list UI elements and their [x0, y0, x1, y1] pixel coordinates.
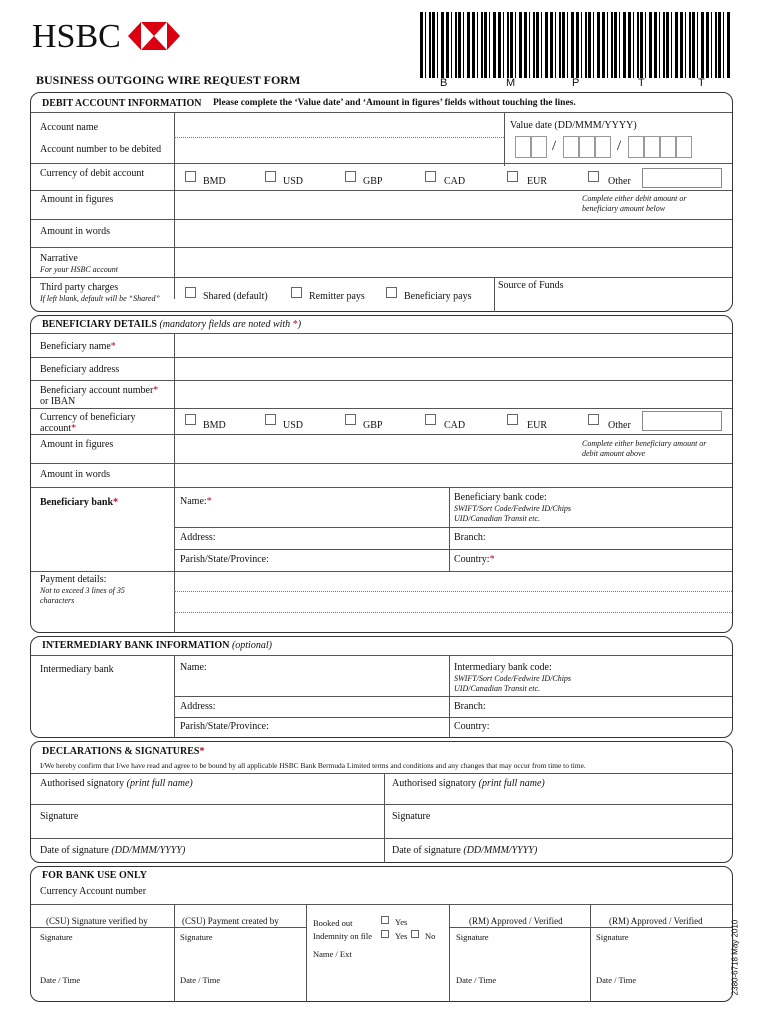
- beneficiary-account-label: [40, 385, 158, 407]
- hsbc-hexagon-logo-icon: [128, 22, 180, 50]
- debit-currency-usd-checkbox[interactable]: [265, 171, 276, 182]
- debit-amount-note: Complete either debit amount or beneficiary amount below: [582, 194, 687, 213]
- beneficiary-section-title: [42, 319, 301, 330]
- debit-currency-cad-checkbox[interactable]: [425, 171, 436, 182]
- beneficiary-bank-code-label: Beneficiary bank code:: [454, 492, 547, 503]
- currency-account-number-label: Currency Account number: [40, 886, 147, 897]
- charges-remitter-checkbox[interactable]: [291, 287, 302, 298]
- beneficiary-bank-country-label: [454, 554, 495, 565]
- declarations-title: [42, 746, 204, 757]
- charges-shared-checkbox[interactable]: [185, 287, 196, 298]
- beneficiary-currency-other-checkbox[interactable]: [588, 414, 599, 425]
- required-star: *: [199, 746, 205, 757]
- debit-amount-figures-label: Amount in figures: [40, 194, 114, 205]
- payment-details-note: Not to exceed 3 lines of 35 characters: [40, 586, 125, 605]
- value-date-label: [510, 120, 637, 131]
- booked-out-label: Booked out: [313, 918, 353, 928]
- barcode-letter: M: [506, 77, 516, 89]
- beneficiary-currency-usd-checkbox[interactable]: [265, 414, 276, 425]
- source-of-funds-label: Source of Funds: [498, 280, 564, 291]
- intermediary-section-title: [42, 640, 272, 651]
- third-party-label: Third party charges: [40, 282, 119, 293]
- csu-signature-label: Signature: [180, 932, 213, 942]
- debit-currency-option: Other: [608, 176, 631, 187]
- date-time-label: Date / Time: [180, 975, 221, 985]
- beneficiary-title-note-end: ): [297, 319, 302, 330]
- beneficiary-currency-text: Currency of beneficiary: [40, 412, 136, 423]
- csu-verified-label: (CSU) Signature verified by: [46, 916, 148, 926]
- date-text: Date of signature: [40, 845, 109, 856]
- rm-signature-label: Signature: [596, 932, 629, 942]
- csu-signature-label: Signature: [40, 932, 73, 942]
- payment-details-label: Payment details:: [40, 574, 107, 585]
- value-date-day-box[interactable]: [531, 136, 547, 158]
- csu-created-label: (CSU) Payment created by: [182, 916, 279, 926]
- date-note: (DD/MMM/YYYY): [111, 845, 186, 856]
- indemnity-no-checkbox[interactable]: [411, 930, 419, 938]
- intermediary-name-label: Name:: [180, 662, 207, 673]
- rm-signature-label: Signature: [456, 932, 489, 942]
- barcode-letter: B: [440, 77, 448, 89]
- signature-left-label: Signature: [40, 811, 79, 822]
- beneficiary-bank-label: [40, 497, 118, 508]
- barcode-letters: [440, 77, 730, 89]
- debit-currency-option: GBP: [363, 176, 383, 187]
- debit-currency-option: USD: [283, 176, 304, 187]
- beneficiary-bank-branch-label: Branch:: [454, 532, 486, 543]
- intermediary-title-text: INTERMEDIARY BANK INFORMATION: [42, 640, 230, 651]
- intermediary-code-note: SWIFT/Sort Code/Fedwire ID/Chips UID/Canadian Transit etc.: [454, 674, 572, 693]
- indemnity-no-label: No: [425, 931, 436, 941]
- beneficiary-name-text: Beneficiary name: [40, 341, 111, 352]
- bank-use-title: FOR BANK USE ONLY: [42, 870, 147, 881]
- form-code: 2380-6718 May 2010: [730, 919, 740, 996]
- booked-out-yes-checkbox[interactable]: [381, 916, 389, 924]
- auth-note: (print full name): [478, 778, 545, 789]
- debit-instruction: Please complete the ‘Value date’ and ‘Amount in figures’ fields without touching the lines.: [213, 98, 576, 108]
- value-date-month-box[interactable]: [595, 136, 611, 158]
- value-date-text: Value date (DD/MMM/YYYY): [510, 120, 637, 131]
- barcode-letter: T: [698, 77, 705, 89]
- required-star: *: [206, 496, 212, 507]
- beneficiary-currency-eur-checkbox[interactable]: [507, 414, 518, 425]
- value-date-day-box[interactable]: [515, 136, 531, 158]
- beneficiary-currency-option: EUR: [527, 420, 547, 431]
- account-number-label: Account number to be debited: [40, 144, 162, 155]
- date-text: Date of signature: [392, 845, 461, 856]
- value-date-year-box[interactable]: [644, 136, 660, 158]
- account-name-label: Account name: [40, 122, 99, 133]
- narrative-sublabel: For your HSBC account: [40, 265, 118, 274]
- beneficiary-currency-cad-checkbox[interactable]: [425, 414, 436, 425]
- beneficiary-currency-option: Other: [608, 420, 631, 431]
- value-date-year-box[interactable]: [676, 136, 692, 158]
- required-star: *: [110, 341, 116, 352]
- indemnity-label: Indemnity on file: [313, 931, 373, 941]
- beneficiary-name-label: [40, 341, 116, 352]
- beneficiary-address-label: Beneficiary address: [40, 364, 120, 375]
- debit-amount-words-label: Amount in words: [40, 226, 110, 237]
- name-ext-label: Name / Ext: [313, 949, 352, 959]
- debit-section-title: DEBIT ACCOUNT INFORMATION: [42, 98, 202, 109]
- third-party-sublabel: If left blank, default will be “Shared”: [40, 294, 160, 303]
- booked-out-yes-label: Yes: [395, 917, 408, 927]
- date-time-label: Date / Time: [456, 975, 497, 985]
- beneficiary-bank-code-note: SWIFT/Sort Code/Fedwire ID/Chips UID/Canadian Transit etc.: [454, 504, 572, 523]
- debit-currency-option: EUR: [527, 176, 547, 187]
- beneficiary-currency-option: BMD: [203, 420, 226, 431]
- beneficiary-amount-figures-label: Amount in figures: [40, 439, 114, 450]
- intermediary-section: [30, 636, 733, 738]
- beneficiary-bank-parish-label: Parish/State/Province:: [180, 554, 269, 565]
- value-date-year-box[interactable]: [660, 136, 676, 158]
- beneficiary-currency-other-input[interactable]: [642, 411, 722, 431]
- barcode-letter: P: [572, 77, 580, 89]
- value-date-year-box[interactable]: [628, 136, 644, 158]
- narrative-label: Narrative: [40, 253, 78, 264]
- debit-currency-bmd-checkbox[interactable]: [185, 171, 196, 182]
- rm-approved-label: (RM) Approved / Verified: [469, 916, 563, 926]
- debit-currency-option: BMD: [203, 176, 226, 187]
- date-time-label: Date / Time: [596, 975, 637, 985]
- date-signature-left-label: [40, 845, 185, 856]
- required-star: *: [489, 554, 495, 565]
- debit-currency-option: CAD: [444, 176, 466, 187]
- auth-text: Authorised signatory: [40, 778, 125, 789]
- required-star: *: [71, 423, 77, 434]
- beneficiary-bank-name-label: [180, 496, 212, 507]
- indemnity-yes-checkbox[interactable]: [381, 930, 389, 938]
- auth-note: (print full name): [126, 778, 193, 789]
- declarations-title-text: DECLARATIONS & SIGNATURES: [42, 746, 200, 757]
- date-note: (DD/MMM/YYYY): [463, 845, 538, 856]
- beneficiary-amount-words-label: Amount in words: [40, 469, 110, 480]
- intermediary-parish-label: Parish/State/Province:: [180, 721, 269, 732]
- value-date-month-box[interactable]: [579, 136, 595, 158]
- signature-right-label: Signature: [392, 811, 431, 822]
- debit-currency-other-checkbox[interactable]: [588, 171, 599, 182]
- debit-currency-label: Currency of debit account: [40, 168, 145, 179]
- beneficiary-account-text: Beneficiary account number: [40, 385, 154, 396]
- declarations-text: I/We hereby confirm that I/we have read and agree to be bound by all applicable HSBC Bank Bermuda Limited terms and conditions and any changes that may occur from time to time.: [40, 761, 586, 770]
- indemnity-yes-label: Yes: [395, 931, 408, 941]
- hsbc-logo-text: HSBC: [32, 18, 121, 55]
- beneficiary-title-text: BENEFICIARY DETAILS: [42, 319, 157, 330]
- beneficiary-amount-note: Complete either beneficiary amount or debit amount above: [582, 439, 707, 458]
- rm-approved-label: (RM) Approved / Verified: [609, 916, 703, 926]
- date-separator: /: [617, 138, 622, 154]
- bank-name-text: Name:: [180, 496, 207, 507]
- required-star: *: [153, 385, 159, 396]
- barcode: [420, 12, 730, 78]
- charges-option: Shared (default): [203, 291, 268, 302]
- auth-signatory-left-label: [40, 778, 193, 789]
- intermediary-country-label: Country:: [454, 721, 490, 732]
- beneficiary-bank-address-label: Address:: [180, 532, 216, 543]
- charges-beneficiary-checkbox[interactable]: [386, 287, 397, 298]
- date-separator: /: [552, 138, 557, 154]
- intermediary-branch-label: Branch:: [454, 701, 486, 712]
- beneficiary-currency-gbp-checkbox[interactable]: [345, 414, 356, 425]
- intermediary-title-note: (optional): [231, 640, 272, 651]
- required-star: *: [113, 497, 119, 508]
- intermediary-code-label: Intermediary bank code:: [454, 662, 552, 673]
- charges-option: Beneficiary pays: [404, 291, 472, 302]
- intermediary-bank-label: Intermediary bank: [40, 664, 114, 675]
- debit-currency-eur-checkbox[interactable]: [507, 171, 518, 182]
- beneficiary-account-text-2: or IBAN: [40, 396, 76, 407]
- country-text: Country:: [454, 554, 490, 565]
- beneficiary-currency-bmd-checkbox[interactable]: [185, 414, 196, 425]
- barcode-letter: T: [638, 77, 645, 89]
- date-time-label: Date / Time: [40, 975, 81, 985]
- beneficiary-currency-option: CAD: [444, 420, 466, 431]
- beneficiary-currency-option: GBP: [363, 420, 383, 431]
- charges-option: Remitter pays: [309, 291, 365, 302]
- debit-currency-gbp-checkbox[interactable]: [345, 171, 356, 182]
- date-signature-right-label: [392, 845, 537, 856]
- beneficiary-title-note: (mandatory fields are noted with: [159, 319, 291, 330]
- beneficiary-currency-label: [40, 412, 136, 434]
- auth-signatory-right-label: [392, 778, 545, 789]
- beneficiary-bank-text: Beneficiary bank: [40, 497, 114, 508]
- beneficiary-currency-text-2: account: [40, 423, 72, 434]
- auth-text: Authorised signatory: [392, 778, 477, 789]
- required-star: *: [292, 319, 298, 330]
- form-title: BUSINESS OUTGOING WIRE REQUEST FORM: [36, 73, 301, 87]
- value-date-month-box[interactable]: [563, 136, 579, 158]
- intermediary-address-label: Address:: [180, 701, 216, 712]
- beneficiary-currency-option: USD: [283, 420, 304, 431]
- debit-currency-other-input[interactable]: [642, 168, 722, 188]
